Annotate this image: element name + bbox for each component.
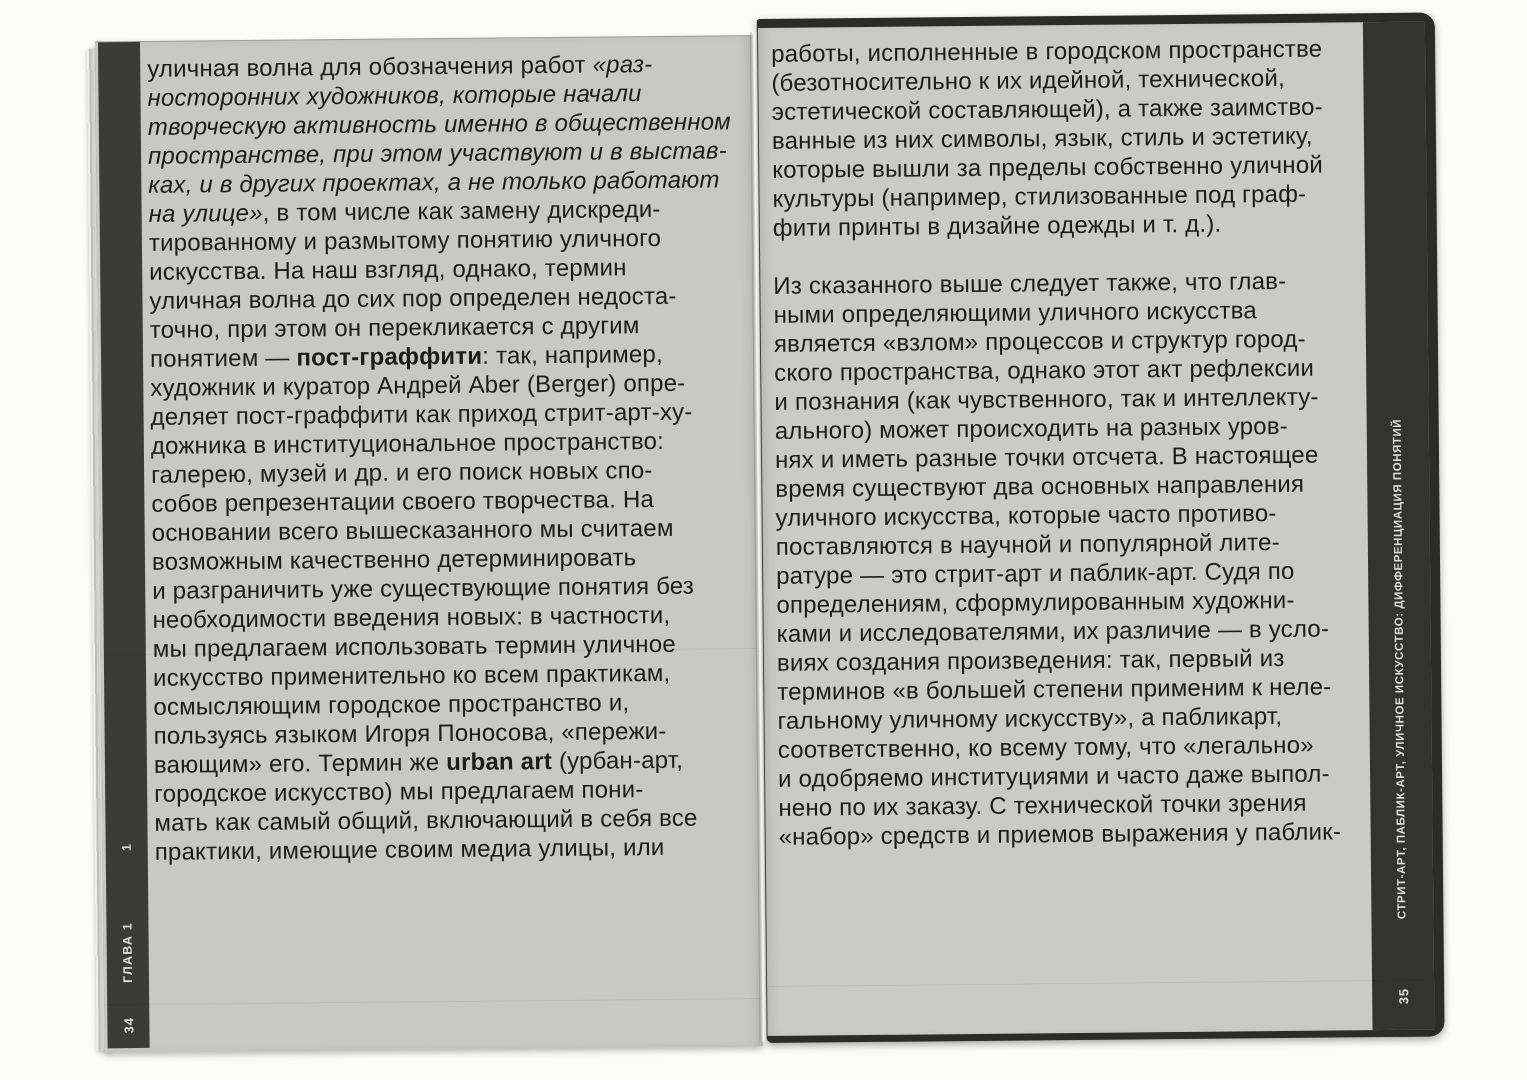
text-segment: возможным качественно детерминировать	[151, 544, 637, 576]
scan-crease	[767, 980, 1434, 987]
text-segment: тированному и размытому понятию уличного	[148, 224, 662, 257]
text-line	[149, 223, 749, 258]
text-segment: пользуясь языком Игоря Поносова, «пережи-	[153, 717, 667, 750]
text-segment: мы предлагаем использовать термин уличное	[152, 630, 677, 663]
text-segment: основании всего вышесказанного мы считаем	[151, 514, 674, 547]
text-line: Из сказанного выше следует также, что глав-	[773, 267, 1287, 300]
text-line: уличного искусства, которые часто противо-	[775, 500, 1277, 532]
text-segment: уличная волна до сих пор определен недоста-	[149, 282, 677, 315]
paragraph	[771, 34, 1365, 243]
text-segment: носторонних художников, которые начали	[147, 80, 642, 112]
text-line	[153, 658, 753, 693]
text-segment: (урбан-арт,	[551, 746, 684, 776]
text-segment: и разграничить уже существующие понятия без	[152, 572, 695, 605]
text-segment: , в том числе как замену дискреди-	[262, 195, 661, 227]
text-line: нях и иметь разные точки отсчета. В настоящее	[774, 441, 1319, 474]
text-line: является «взлом» процессов и структур город-	[773, 325, 1306, 358]
text-line	[151, 426, 751, 461]
text-segment: уличная волна для обозначения работ	[147, 51, 593, 83]
text-line: которые вышли за пределы собственно уличной	[772, 151, 1324, 184]
right-text-column	[771, 34, 1371, 881]
text-line	[152, 513, 752, 548]
text-segment: искусства. На наш взгляд, однако, термин	[149, 254, 627, 286]
text-line	[155, 832, 755, 867]
text-segment: городское искусство) мы предлагаем пони-	[154, 776, 644, 808]
text-segment: осмысляющим городское пространство и,	[153, 689, 630, 721]
text-segment: понятием —	[149, 344, 297, 373]
text-line: ратуре — это стрит-арт и паблик-арт. Судя по	[776, 557, 1295, 590]
text-segment: практики, имеющие своим медиа улицы, или	[154, 833, 665, 866]
left-page-number-wrap	[107, 1004, 149, 1046]
text-line: ками и исследователями, их различие — в усло-	[776, 615, 1330, 648]
text-segment: ках, и в других проектах, а не только работают	[148, 166, 720, 199]
text-segment: необходимости введения новых: в частности,	[152, 601, 671, 634]
right-sidebar-strip	[1363, 22, 1435, 1031]
text-line: эстетической составляющей), а также заимство-	[771, 93, 1323, 126]
text-line: работы, исполненные в городском пространстве	[771, 35, 1323, 68]
text-line: терминов «в большей степени применим к неле-	[777, 673, 1332, 706]
right-page	[758, 22, 1435, 1036]
text-segment: на улице»	[148, 199, 263, 228]
chapter-label-wrap	[106, 908, 149, 996]
chapter-index-label-wrap	[105, 820, 148, 874]
text-line: культуры (например, стилизованные под граф-	[772, 180, 1307, 213]
left-page	[95, 36, 763, 1052]
text-line: ального) может происходить на разных уров-	[774, 412, 1289, 445]
text-segment: мать как самый общий, включающий в себя все	[154, 804, 698, 837]
text-line: и познания (как чувственного, так и интеллекту-	[774, 383, 1319, 416]
text-segment: вающим» его. Термин же	[153, 749, 447, 779]
text-line: поставляются в научной и популярной лите-	[775, 529, 1280, 561]
text-segment: собов репрезентации своего творчества. На	[151, 486, 655, 518]
chapter-index-label: 1	[119, 843, 134, 852]
text-segment: творческую активность именно в общественном	[147, 108, 732, 141]
text-segment: точно, при этом он перекликается с другим	[149, 312, 640, 344]
text-line	[154, 745, 754, 780]
text-segment: искусство применительно ко всем практикам,	[152, 659, 671, 692]
text-segment: художник и куратор Андрей Aber (Berger) опре-	[150, 369, 686, 402]
left-text-column	[147, 49, 755, 867]
text-line: фити принты в дизайне одежды и т. д.).	[772, 210, 1222, 242]
text-line: гальному уличному искусству», а пабликарт,	[777, 703, 1283, 735]
text-segment: «раз-	[592, 51, 653, 79]
right-page-number: 35	[1395, 987, 1411, 1005]
text-line: соответственно, ко всему тому, что «легально»	[777, 731, 1314, 764]
running-title: СТРИТ-АРТ, ПАБЛИК-АРТ, УЛИЧНОЕ ИСКУССТВО: ДИФФЕРЕНЦИАЦИЯ ПОНЯТИЙ	[1391, 418, 1409, 920]
text-line: ными определяющими уличного искусства	[773, 297, 1257, 329]
text-line: (безотносительно к их идейной, технической,	[771, 64, 1286, 97]
text-segment: urban art	[446, 748, 553, 777]
left-chapter-strip	[98, 42, 150, 1048]
text-line: и одобряемо институциями и часто даже выпол-	[777, 760, 1330, 793]
text-segment: пространстве, при этом участвуют и в выстав-	[147, 137, 727, 170]
text-line: время существуют два основных направления	[775, 470, 1305, 503]
running-title-wrap	[1367, 415, 1434, 924]
scan-crease	[104, 998, 762, 1005]
text-line: виях создания произведения: так, первый из	[776, 645, 1285, 677]
text-line: нено по их заказу. С технической точки зрения	[778, 789, 1307, 822]
chapter-label: ГЛАВА 1	[120, 921, 136, 983]
text-segment: галерею, музей и др. и его поиск новых спо-	[151, 457, 653, 489]
text-segment: деляет пост-граффити как приход стрит-арт-ху-	[150, 398, 693, 431]
text-line	[154, 803, 754, 838]
left-page-number: 34	[120, 1016, 136, 1034]
text-segment: : так, например,	[482, 340, 664, 370]
text-segment: пост-граффити	[296, 342, 483, 372]
text-line: определениям, сформулированным художни-	[776, 586, 1295, 619]
text-line: «набор» средств и приемов выражения у паблик-	[778, 818, 1342, 851]
text-line: ванные из них символы, язык, стиль и эстетику,	[771, 122, 1313, 155]
paragraph	[773, 266, 1371, 852]
text-segment: дожника в институциональное пространство:	[150, 427, 665, 460]
text-line: ского пространства, однако этот акт рефлексии	[774, 354, 1315, 387]
text-line	[149, 281, 749, 316]
